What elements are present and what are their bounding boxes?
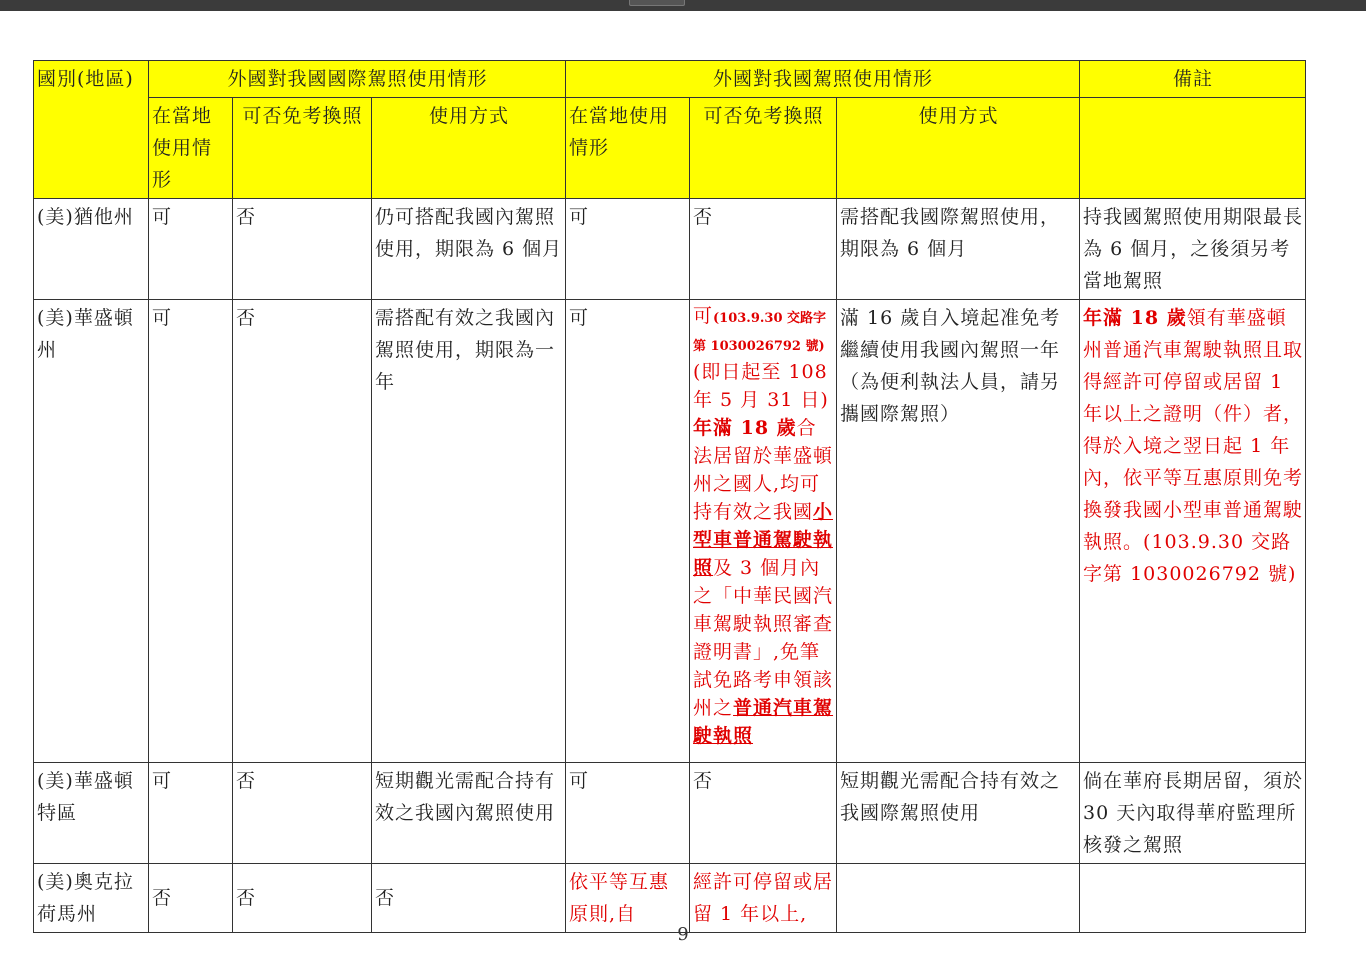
text-fragment: 年滿 18 歲 bbox=[1083, 307, 1187, 329]
cell-country: (美)猶他州 bbox=[34, 199, 149, 300]
cell-dom-method: 短期觀光需配合持有效之我國際駕照使用 bbox=[837, 763, 1080, 864]
cell-dom-exempt: 經許可停留或居留 1 年以上, bbox=[690, 864, 837, 933]
cell-intl-exempt: 否 bbox=[233, 763, 372, 864]
cell-intl-method: 需搭配有效之我國內駕照使用，期限為一年 bbox=[372, 300, 566, 763]
cell-dom-method: 滿 16 歲自入境起准免考繼續使用我國內駕照一年（為便利執法人員，請另攜國際駕照） bbox=[837, 300, 1080, 763]
cell-dom-exempt: 否 bbox=[690, 199, 837, 300]
cell-intl-exempt: 否 bbox=[233, 864, 372, 933]
table-row bbox=[34, 300, 1306, 763]
page-number: 9 bbox=[677, 924, 689, 945]
header-method: 使用方式 bbox=[372, 98, 566, 199]
cell-country: (美)奧克拉荷馬州 bbox=[34, 864, 149, 933]
cell-dom-local: 可 bbox=[566, 199, 690, 300]
cell-dom-local: 可 bbox=[566, 763, 690, 864]
table-row bbox=[34, 864, 1306, 933]
license-usage-table bbox=[33, 60, 1306, 933]
cell-intl-exempt: 否 bbox=[233, 199, 372, 300]
text-fragment: 合法居留於華盛頓州之國人,均可持有效之我國 bbox=[693, 417, 834, 523]
header-domestic-group: 外國對我國駕照使用情形 bbox=[566, 61, 1080, 98]
header-remarks-blank bbox=[1080, 98, 1306, 199]
cell-intl-exempt: 否 bbox=[233, 300, 372, 763]
table-row bbox=[34, 763, 1306, 864]
header-remarks: 備註 bbox=[1080, 61, 1306, 98]
cell-country: (美)華盛頓州 bbox=[34, 300, 149, 763]
cell-intl-method: 否 bbox=[372, 864, 566, 933]
cell-dom-method bbox=[837, 864, 1080, 933]
cell-intl-local: 否 bbox=[149, 864, 233, 933]
text-fragment: 小型車普通駕駛執照 bbox=[693, 501, 834, 579]
header-local-use-2: 在當地使用情形 bbox=[566, 98, 690, 199]
cell-dom-exempt: 否 bbox=[690, 763, 837, 864]
cell-remark: 倘在華府長期居留，須於 30 天內取得華府監理所核發之駕照 bbox=[1080, 763, 1306, 864]
header-exempt-2: 可否免考換照 bbox=[690, 98, 837, 199]
cell-dom-exempt bbox=[690, 300, 837, 763]
header-local-use: 在當地使用情形 bbox=[149, 98, 233, 199]
cell-intl-method: 仍可搭配我國內駕照使用，期限為 6 個月 bbox=[372, 199, 566, 300]
header-row-2 bbox=[34, 98, 1306, 199]
cell-remark bbox=[1080, 300, 1306, 763]
window-tab-handle[interactable] bbox=[629, 0, 685, 6]
text-fragment: (103.9.30 交路字第 1030026792 號) bbox=[693, 311, 827, 354]
table-row bbox=[34, 199, 1306, 300]
text-fragment: 普通汽車駕駛執照 bbox=[693, 697, 834, 747]
window-top-bar bbox=[0, 0, 1366, 11]
cell-remark: 持我國駕照使用期限最長為 6 個月，之後須另考當地駕照 bbox=[1080, 199, 1306, 300]
header-exempt: 可否免考換照 bbox=[233, 98, 372, 199]
header-country: 國別(地區) bbox=[34, 61, 149, 199]
header-row-1 bbox=[34, 61, 1306, 98]
text-fragment: 領有華盛頓州普通汽車駕駛執照且取得經許可停留或居留 1 年以上之證明（件）者，得於入境之翌日起 1 年內，依平等互惠原則免考換發我國小型車普通駕駛執照。 bbox=[1083, 307, 1304, 553]
cell-intl-local: 可 bbox=[149, 199, 233, 300]
cell-dom-local: 可 bbox=[566, 300, 690, 763]
cell-dom-method: 需搭配我國際駕照使用，期限為 6 個月 bbox=[837, 199, 1080, 300]
cell-country: (美)華盛頓特區 bbox=[34, 763, 149, 864]
cell-intl-local: 可 bbox=[149, 763, 233, 864]
cell-remark bbox=[1080, 864, 1306, 933]
cell-intl-method: 短期觀光需配合持有效之我國內駕照使用 bbox=[372, 763, 566, 864]
cell-dom-local: 依平等互惠原則,自 bbox=[566, 864, 690, 933]
cell-intl-local: 可 bbox=[149, 300, 233, 763]
text-fragment: 可 bbox=[693, 305, 714, 327]
text-fragment: 及 3 個月內之「中華民國汽車駕駛執照審查證明書」,免筆試免路考申領該州之 bbox=[693, 557, 834, 719]
header-intl-group: 外國對我國國際駕照使用情形 bbox=[149, 61, 566, 98]
text-fragment: 年滿 18 歲 bbox=[693, 417, 797, 439]
text-fragment: (103.9.30 交路字第 1030026792 號) bbox=[1083, 531, 1297, 585]
header-method-2: 使用方式 bbox=[837, 98, 1080, 199]
text-fragment: (即日起至 108 年 5 月 31 日) bbox=[693, 361, 829, 411]
